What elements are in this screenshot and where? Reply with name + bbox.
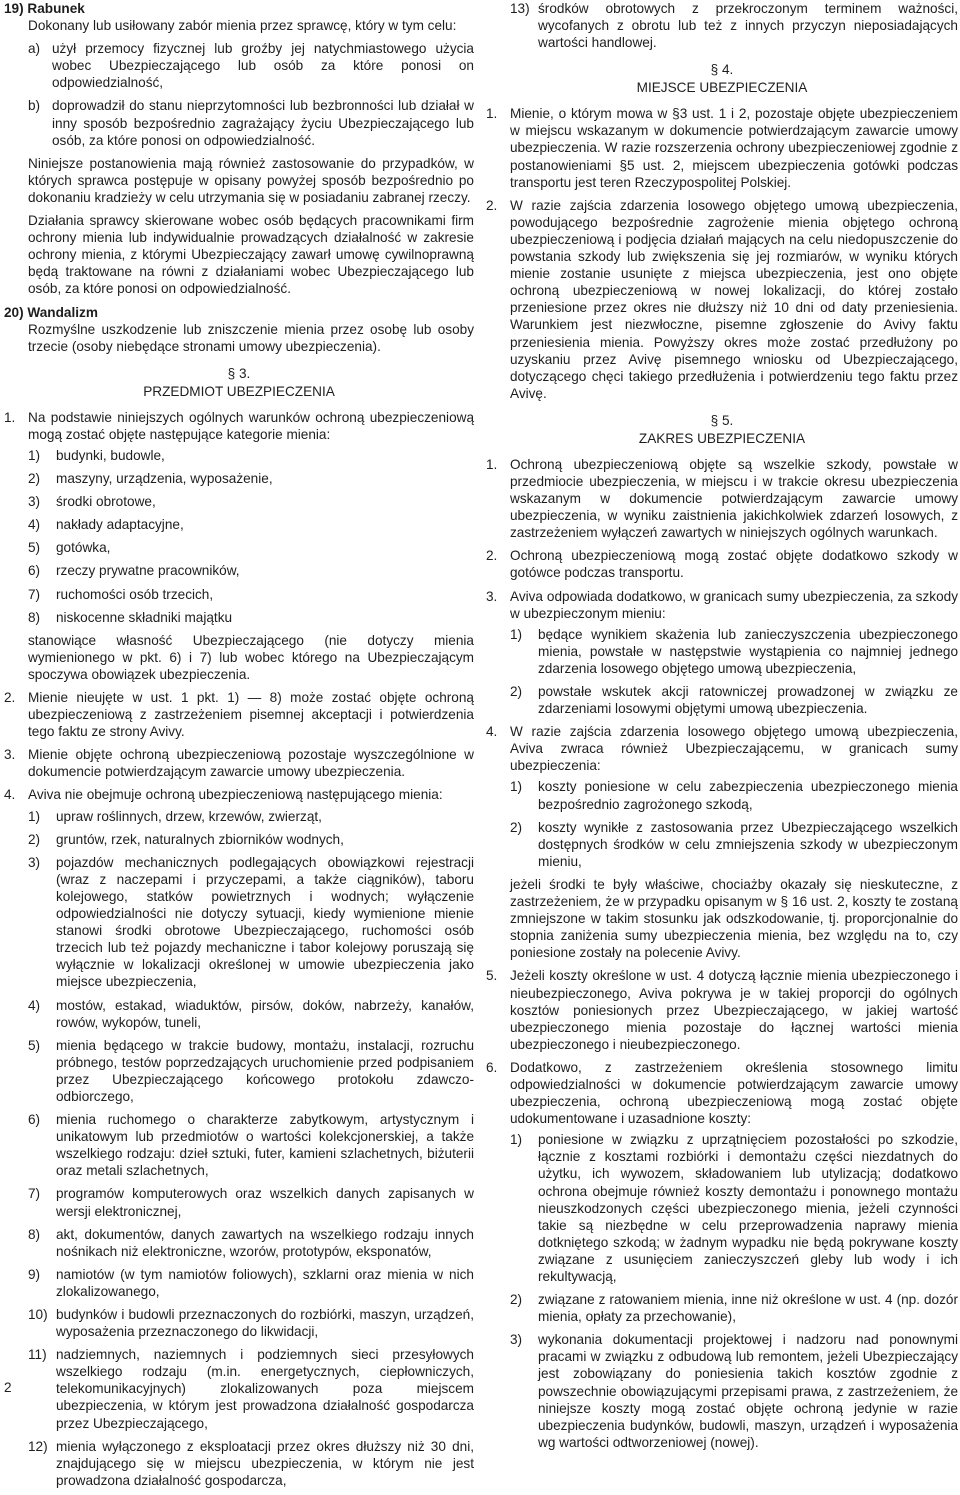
paragraph-item bbox=[486, 1059, 958, 1127]
section-number: § 4. bbox=[710, 62, 734, 78]
section-19-paragraph: Działania sprawcy skierowane wobec osób będących pracownikami firm ochrony mienia lub indywidualnie prowadzących działalność w zakresie ochrony mienia, z którymi Ubezpieczający zawarł umowę cywilnoprawną będą traktowane na równi z działaniami wobec Ubezpieczającego lub osób, za które ponosi on odpowiedzialność. bbox=[28, 213, 474, 297]
list-item-label: 5) bbox=[28, 540, 41, 556]
section-19-intro: Dokonany lub usiłowany zabór mienia przez sprawcę, który w tym celu: bbox=[28, 18, 457, 34]
list-item bbox=[28, 97, 474, 148]
paragraph-item bbox=[486, 197, 958, 402]
list-item-label: 2) bbox=[28, 471, 41, 487]
paragraph-continuation: stanowiące własność Ubezpieczającego (nie dotyczy mienia wymienionego w pkt. 6) i 7) lub wobec którego na Ubezpieczającym spoczywa obowiązek ubezpieczenia. bbox=[28, 632, 474, 682]
paragraph-text: W razie zajścia zdarzenia losowego objętego umową ubezpieczenia, Aviva zwraca również Ubezpieczającemu, w granicach sumy ubezpieczenia: bbox=[510, 724, 958, 774]
list-item-text: mienia wyłączonego z eksploatacji przez okres dłuższy niż 30 dni, znajdującego się w miejscu ubezpieczenia, w którym nie jest prowadzona działalność gospodarcza, bbox=[56, 1438, 474, 1488]
list-item-text: programów komputerowych oraz wszelkich danych zapisanych w wersji elektronicznej, bbox=[56, 1186, 474, 1219]
list-item-label: a) bbox=[28, 41, 41, 57]
list-item-label: 9) bbox=[28, 1266, 41, 1282]
list-item-label: 13) bbox=[510, 1, 530, 16]
section-heading bbox=[486, 61, 958, 97]
list-item-text: pojazdów mechanicznych podlegających obowiązkowi rejestracji (wraz z naczepami i przyczepami, a także ciągników), taboru kolejowego, statków powietrznych i wodnych; wyłączenie odpowiedzialności nie dotyczy sytuacji, kiedy wymienione mienie stanowi środki obrotowe Ubezpieczającego, ruchomości osób trzecich lub też pojazdy mechaniczne i tabor kolejowy poruszają się wyłącznie w lokalizacji określonej w umowie ubezpieczenia jako miejsce ubezpieczenia, bbox=[56, 854, 474, 990]
list-item bbox=[4, 516, 474, 533]
list-item bbox=[4, 997, 474, 1031]
list-item-text: użył przemocy fizycznej lub groźby jej natychmiastowego użycia wobec Ubezpieczającego lub osób za które ponosi on odpowiedzialność, bbox=[52, 41, 474, 91]
list-item-text: mienia ruchomego o charakterze zabytkowym, artystycznym i unikatowym lub przedmiotów o wartości kolekcjonerskiej, a także wszelkiego rodzaju: dzieł sztuki, futer, kamieni szlachetnych, biżuterii oraz metali szlachetnych, bbox=[56, 1112, 474, 1179]
paragraph-number: 5. bbox=[486, 968, 498, 984]
list-item-label: 1) bbox=[28, 808, 41, 824]
list-item-text: upraw roślinnych, drzew, krzewów, zwierząt, bbox=[56, 808, 322, 824]
list-item bbox=[486, 683, 958, 717]
paragraph-text: Mienie, o którym mowa w §3 ust. 1 i 2, pozostaje objęte ubezpieczeniem w miejscu wskazanym w dokumencie potwierdzającym zawarcie umowy ubezpieczenia. W razie rozszerzenia ochrony ubezpieczeniowej zgodnie z postanowieniami §5 ust. 2, miejscem ubezpieczenia gotówki podczas transportu jest teren Rzeczypospolitej Polskiej. bbox=[510, 106, 958, 190]
list-item-label: 3) bbox=[28, 494, 41, 510]
list-item-text: namiotów (w tym namiotów foliowych), szklarni oraz mienia w nich zlokalizowanego, bbox=[56, 1266, 474, 1299]
section-title: PRZEDMIOT UBEZPIECZENIA bbox=[143, 383, 335, 399]
paragraph-text: W razie zajścia zdarzenia losowego objętego umową ubezpieczenia, powodującego bezpośrednie zagrożenie mienia objętego ochroną ubezpieczeniową i podjęcia działań mających na celu niedopuszczenie do powstania szkody lub zwiększenia się jej rozmiarów, w wyniku których mienie zostanie usunięte z miejsca ubezpieczenia, jest ono objęte ochroną ubezpieczeniową w nowej lokalizacji, do której zostało przeniesione przez okres nie dłuższy niż 10 dni od daty przeniesienia. Warunkiem jest niezwłoczne, pisemne zgłoszenie do Avivy faktu przeniesienia mienia. Powyższy okres może zostać przedłużony po uzyskaniu przez Avivę pisemnego wniosku od Ubezpieczającego, dotyczącego chęci takiego przedłużenia i potwierdzeniu tego faktu przez Avivę. bbox=[510, 197, 958, 401]
paragraph-text: Ochroną ubezpieczeniową mogą zostać objęte dodatkowo szkody w gotówce podczas transportu. bbox=[510, 548, 958, 581]
list-item bbox=[4, 1111, 474, 1179]
paragraph-item bbox=[486, 547, 958, 581]
list-item-label: 5) bbox=[28, 1037, 41, 1053]
list-item-text: akt, dokumentów, danych zawartych na wszelkiego rodzaju innych nośnikach niż elektroniczne, wzorów, prototypów, eksponatów, bbox=[56, 1226, 474, 1259]
list-item-text: rzeczy prywatne pracowników, bbox=[56, 563, 240, 579]
list-item bbox=[486, 1331, 958, 1451]
list-item-label: 6) bbox=[28, 563, 41, 579]
list-item-text: niskocenne składniki majątku bbox=[56, 609, 233, 625]
list-item bbox=[4, 1226, 474, 1260]
list-item bbox=[4, 586, 474, 603]
list-item bbox=[4, 1266, 474, 1300]
section-19-body bbox=[4, 17, 474, 297]
paragraph-number: 1. bbox=[486, 106, 498, 122]
section-19-paragraph: Niniejsze postanowienia mają również zastosowanie do przypadków, w których sprawca postępuje w opisany powyżej sposób bezpośrednio po dokonaniu kradzieży w celu utrzymania się w posiadaniu zabranej rzeczy. bbox=[28, 155, 474, 205]
list-item bbox=[4, 470, 474, 487]
section-20-body bbox=[4, 321, 474, 355]
list-item-label: 12) bbox=[28, 1438, 48, 1454]
list-item bbox=[486, 1291, 958, 1325]
paragraph-text: Jeżeli koszty określone w ust. 4 dotyczą łącznie mienia ubezpieczonego i nieubezpieczonego, Aviva pokrywa je w takiej proporcji do ogólnych kosztów poniesionych przez Ubezpieczającego, w jakiej wartość ubezpieczonego mienia pozostaje do łącznej wartości mienia ubezpieczonego i nieubezpieczonego. bbox=[510, 968, 958, 1052]
list-item-text: budynki, budowle, bbox=[56, 447, 165, 463]
section-heading bbox=[4, 365, 474, 401]
list-item bbox=[486, 819, 958, 870]
paragraph-item bbox=[486, 456, 958, 541]
list-item bbox=[4, 1438, 474, 1489]
list-item bbox=[4, 447, 474, 464]
paragraph-number: 1. bbox=[486, 456, 498, 472]
list-item-text: poniesione w związku z uprzątnięciem pozostałości po szkodzie, łącznie z kosztami rozbiórki i demontażu części niezdatnych do użytku, ich wywozem, składowaniem lub utylizacją; dodatkowo ochrona obejmuje również koszty demontażu i ponownego montażu nieuszkodzonych części ubezpieczonego mienia, jeżeli czynności takie są niezbędne w celu przeprowadzenia naprawy mienia dotkniętego szkodą; w żadnym wypadku nie będą pokrywane koszty związane z usunięciem zanieczyszczeń gleby lub wody i ich rekultywacją, bbox=[538, 1132, 958, 1284]
list-item-label: 1) bbox=[28, 447, 41, 463]
list-item bbox=[4, 539, 474, 556]
paragraph-continuation: jeżeli środki te były właściwe, chociażby okazały się nieskuteczne, z zastrzeżeniem, że w przypadku opisanym w § 16 ust. 2, koszty te zostaną zmniejszone w takim stosunku jak odszkodowanie, tj. proporcjonalnie do stopnia zaniżenia sumy ubezpieczenia mienia, bez względu na to, czy poniesione zostały na polecenie Avivy. bbox=[510, 876, 958, 961]
list-item-text: związane z ratowaniem mienia, inne niż określone w ust. 4 (np. dozór mienia, opłaty za przechowanie), bbox=[538, 1292, 958, 1325]
paragraph-item bbox=[486, 967, 958, 1052]
list-item bbox=[4, 609, 474, 626]
list-item-text: będące wynikiem skażenia lub zanieczyszczenia ubezpieczonego mienia, powstałe w następstwie wystąpienia co najmniej jednego zdarzenia losowego objętego umową ubezpieczenia, bbox=[538, 626, 958, 676]
paragraph-text: Aviva odpowiada dodatkowo, w granicach sumy ubezpieczenia, za szkody w ubezpieczonym mieniu: bbox=[510, 588, 958, 621]
paragraph-number: 1. bbox=[4, 409, 16, 425]
list-item-label: 2) bbox=[510, 819, 523, 835]
list-item-label: 1) bbox=[510, 626, 523, 642]
list-item bbox=[4, 808, 474, 825]
paragraph-text: Aviva nie obejmuje ochroną ubezpieczeniową następującego mienia: bbox=[28, 787, 443, 803]
left-column bbox=[4, 0, 474, 1495]
list-item bbox=[4, 831, 474, 848]
paragraph-number: 2. bbox=[486, 197, 498, 213]
list-item bbox=[4, 562, 474, 579]
list-item-label: 6) bbox=[28, 1112, 41, 1128]
paragraph-number: 3. bbox=[486, 588, 498, 604]
list-item-text: mienia będącego w trakcie budowy, montażu, instalacji, rozruchu próbnego, testów poprzedzających uruchomienie przed podpisaniem przez Ubezpieczającego końcowego protokołu zdawczo-odbiorczego, bbox=[56, 1037, 474, 1104]
list-item bbox=[4, 1346, 474, 1431]
list-item-text: mostów, estakad, wiaduktów, pirsów, doków, nabrzeży, kanałów, rowów, wykopów, tuneli, bbox=[56, 997, 474, 1030]
list-item bbox=[4, 1306, 474, 1340]
list-item-label: 1) bbox=[510, 779, 523, 795]
paragraph-text: Na podstawie niniejszych ogólnych warunków ochroną ubezpieczeniową mogą zostać objęte następujące kategorie mienia: bbox=[28, 409, 474, 442]
list-item-label: 3) bbox=[510, 1332, 523, 1348]
paragraph-item bbox=[486, 723, 958, 774]
list-item bbox=[486, 0, 958, 51]
list-item-text: środki obrotowe, bbox=[56, 494, 156, 510]
section-heading bbox=[486, 412, 958, 448]
paragraph-item bbox=[486, 105, 958, 190]
list-item-label: 8) bbox=[28, 1226, 41, 1242]
list-item-text: ruchomości osób trzecich, bbox=[56, 586, 214, 602]
paragraph-number: 2. bbox=[486, 548, 498, 564]
paragraph-number: 3. bbox=[4, 747, 16, 763]
list-item bbox=[4, 1037, 474, 1105]
list-item bbox=[4, 854, 474, 991]
section-title: ZAKRES UBEZPIECZENIA bbox=[638, 430, 806, 446]
section-title: MIEJSCE UBEZPIECZENIA bbox=[636, 80, 808, 96]
list-item-label: 3) bbox=[28, 854, 41, 870]
paragraph-number: 6. bbox=[486, 1059, 498, 1075]
list-item-text: gruntów, rzek, naturalnych zbiorników wodnych, bbox=[56, 831, 344, 847]
list-item-text: nadziemnych, naziemnych i podziemnych sieci przesyłowych wszelkiego rodzaju (m.in. energetycznych, ciepłowniczych, telekomunikacyjnych) zlokalizowanych poza miejscem ubezpieczenia, w którym jest prowadzona działalność gospodarcza przez Ubezpieczającego, bbox=[56, 1347, 474, 1431]
section-20-title: 20) Wandalizm bbox=[4, 304, 98, 320]
list-item-text: środków obrotowych z przekroczonym terminem ważności, wycofanych z obrotu lub też z innych przyczyn nieposiadających wartości handlowej. bbox=[538, 1, 958, 51]
list-item-label: 7) bbox=[28, 1186, 41, 1202]
list-item-label: 2) bbox=[28, 831, 41, 847]
list-item-text: koszty wynikłe z zastosowania przez Ubezpieczającego wszelkich dostępnych środków w celu zmniejszenia szkody w ubezpieczonym mieniu, bbox=[538, 819, 958, 869]
paragraph-item bbox=[4, 409, 474, 443]
list-item-label: 4) bbox=[28, 997, 41, 1013]
list-item-label: 4) bbox=[28, 517, 41, 533]
paragraph-number: 4. bbox=[4, 787, 16, 803]
list-item bbox=[486, 626, 958, 677]
list-item bbox=[486, 1131, 958, 1285]
list-item bbox=[4, 1185, 474, 1219]
list-item-label: 10) bbox=[28, 1307, 48, 1322]
paragraph-text: Dodatkowo, z zastrzeżeniem określenia stosownego limitu odpowiedzialności w dokumencie potwierdzającym zawarcie umowy ubezpieczenia, ochroną ubezpieczeniową mogą zostać objęte udokumentowane i uzasadnione koszty: bbox=[510, 1059, 958, 1127]
list-item bbox=[28, 40, 474, 91]
list-item-text: budynków i budowli przeznaczonych do rozbiórki, maszyn, urządzeń, wyposażenia przeznaczonego do likwidacji, bbox=[56, 1307, 474, 1340]
list-item-label: 11) bbox=[28, 1347, 47, 1363]
paragraph-number: 4. bbox=[486, 724, 498, 740]
section-number: § 5. bbox=[710, 412, 734, 428]
list-item-text: maszyny, urządzenia, wyposażenie, bbox=[56, 471, 273, 487]
paragraph-text: Ochroną ubezpieczeniową objęte są wszelkie szkody, powstałe w przedmiocie ubezpieczenia, w miejscu i w trakcie okresu ubezpieczenia wskazanym w dokumencie potwierdzającym zawarcie umowy ubezpieczenia, w wyniku zaistnienia jakichkolwiek zdarzeń losowych, z zastrzeżeniem wyłączeń zawartych w niniejszych ogólnych warunkach. bbox=[510, 456, 958, 541]
list-item-text: koszty poniesione w celu zabezpieczenia ubezpieczonego mienia bezpośrednio zagrożonego szkodą, bbox=[538, 779, 958, 812]
paragraph-item bbox=[4, 746, 474, 780]
list-item bbox=[486, 778, 958, 812]
section-20-text: Rozmyślne uszkodzenie lub zniszczenie mienia przez osobę lub osoby trzecie (osoby niebędące stronami umowy ubezpieczenia). bbox=[28, 321, 474, 354]
list-item-text: powstałe wskutek akcji ratowniczej prowadzonej w związku ze zdarzeniami losowymi objętymi umową ubezpieczenia. bbox=[538, 684, 958, 717]
list-item-label: 1) bbox=[510, 1132, 523, 1148]
list-item-label: 7) bbox=[28, 586, 41, 602]
paragraph-text: Mienie objęte ochroną ubezpieczeniową pozostaje wyszczególnione w dokumencie potwierdzającym zawarcie umowy ubezpieczenia. bbox=[28, 747, 474, 780]
paragraph-item bbox=[4, 786, 474, 803]
section-19-title: 19) Rabunek bbox=[4, 1, 85, 16]
list-item-label: b) bbox=[28, 98, 41, 114]
list-item bbox=[4, 493, 474, 510]
list-item-label: 2) bbox=[510, 1292, 523, 1308]
list-item-label: 8) bbox=[28, 609, 41, 625]
list-item-label: 2) bbox=[510, 684, 523, 699]
right-column bbox=[486, 0, 958, 1457]
section-number: § 3. bbox=[227, 365, 251, 381]
list-item-text: gotówka, bbox=[56, 540, 111, 556]
list-item-text: doprowadził do stanu nieprzytomności lub bezbronności lub działał w inny sposób bezpośrednio zagrażający życiu Ubezpieczającego lub osób, za które ponosi on odpowiedzialność. bbox=[52, 98, 474, 148]
paragraph-number: 2. bbox=[4, 690, 16, 705]
paragraph-text: Mienie nieujęte w ust. 1 pkt. 1) — 8) może zostać objęte ochroną ubezpieczeniową z zastrzeżeniem pisemnej akceptacji i potwierdzenia tego faktu ze strony Avivy. bbox=[28, 690, 474, 740]
list-item-text: wykonania dokumentacji projektowej i nadzoru nad ponownymi pracami w związku z odbudową lub remontem, jeżeli Ubezpieczający jest zobowiązany do poniesienia takich kosztów zgodnie z powszechnie obowiązującymi przepisami prawa, z zastrzeżeniem, że niniejsze koszty mogą zostać objęte ochroną jedynie w razie ubezpieczenia budynków, budowli, maszyn, urządzeń i wyposażenia wg wartości odtworzeniowej (nowej). bbox=[538, 1332, 958, 1450]
paragraph-item bbox=[4, 689, 474, 740]
list-item-text: nakłady adaptacyjne, bbox=[56, 517, 184, 533]
page-number: 2 bbox=[4, 1380, 12, 1395]
paragraph-item bbox=[486, 588, 958, 622]
